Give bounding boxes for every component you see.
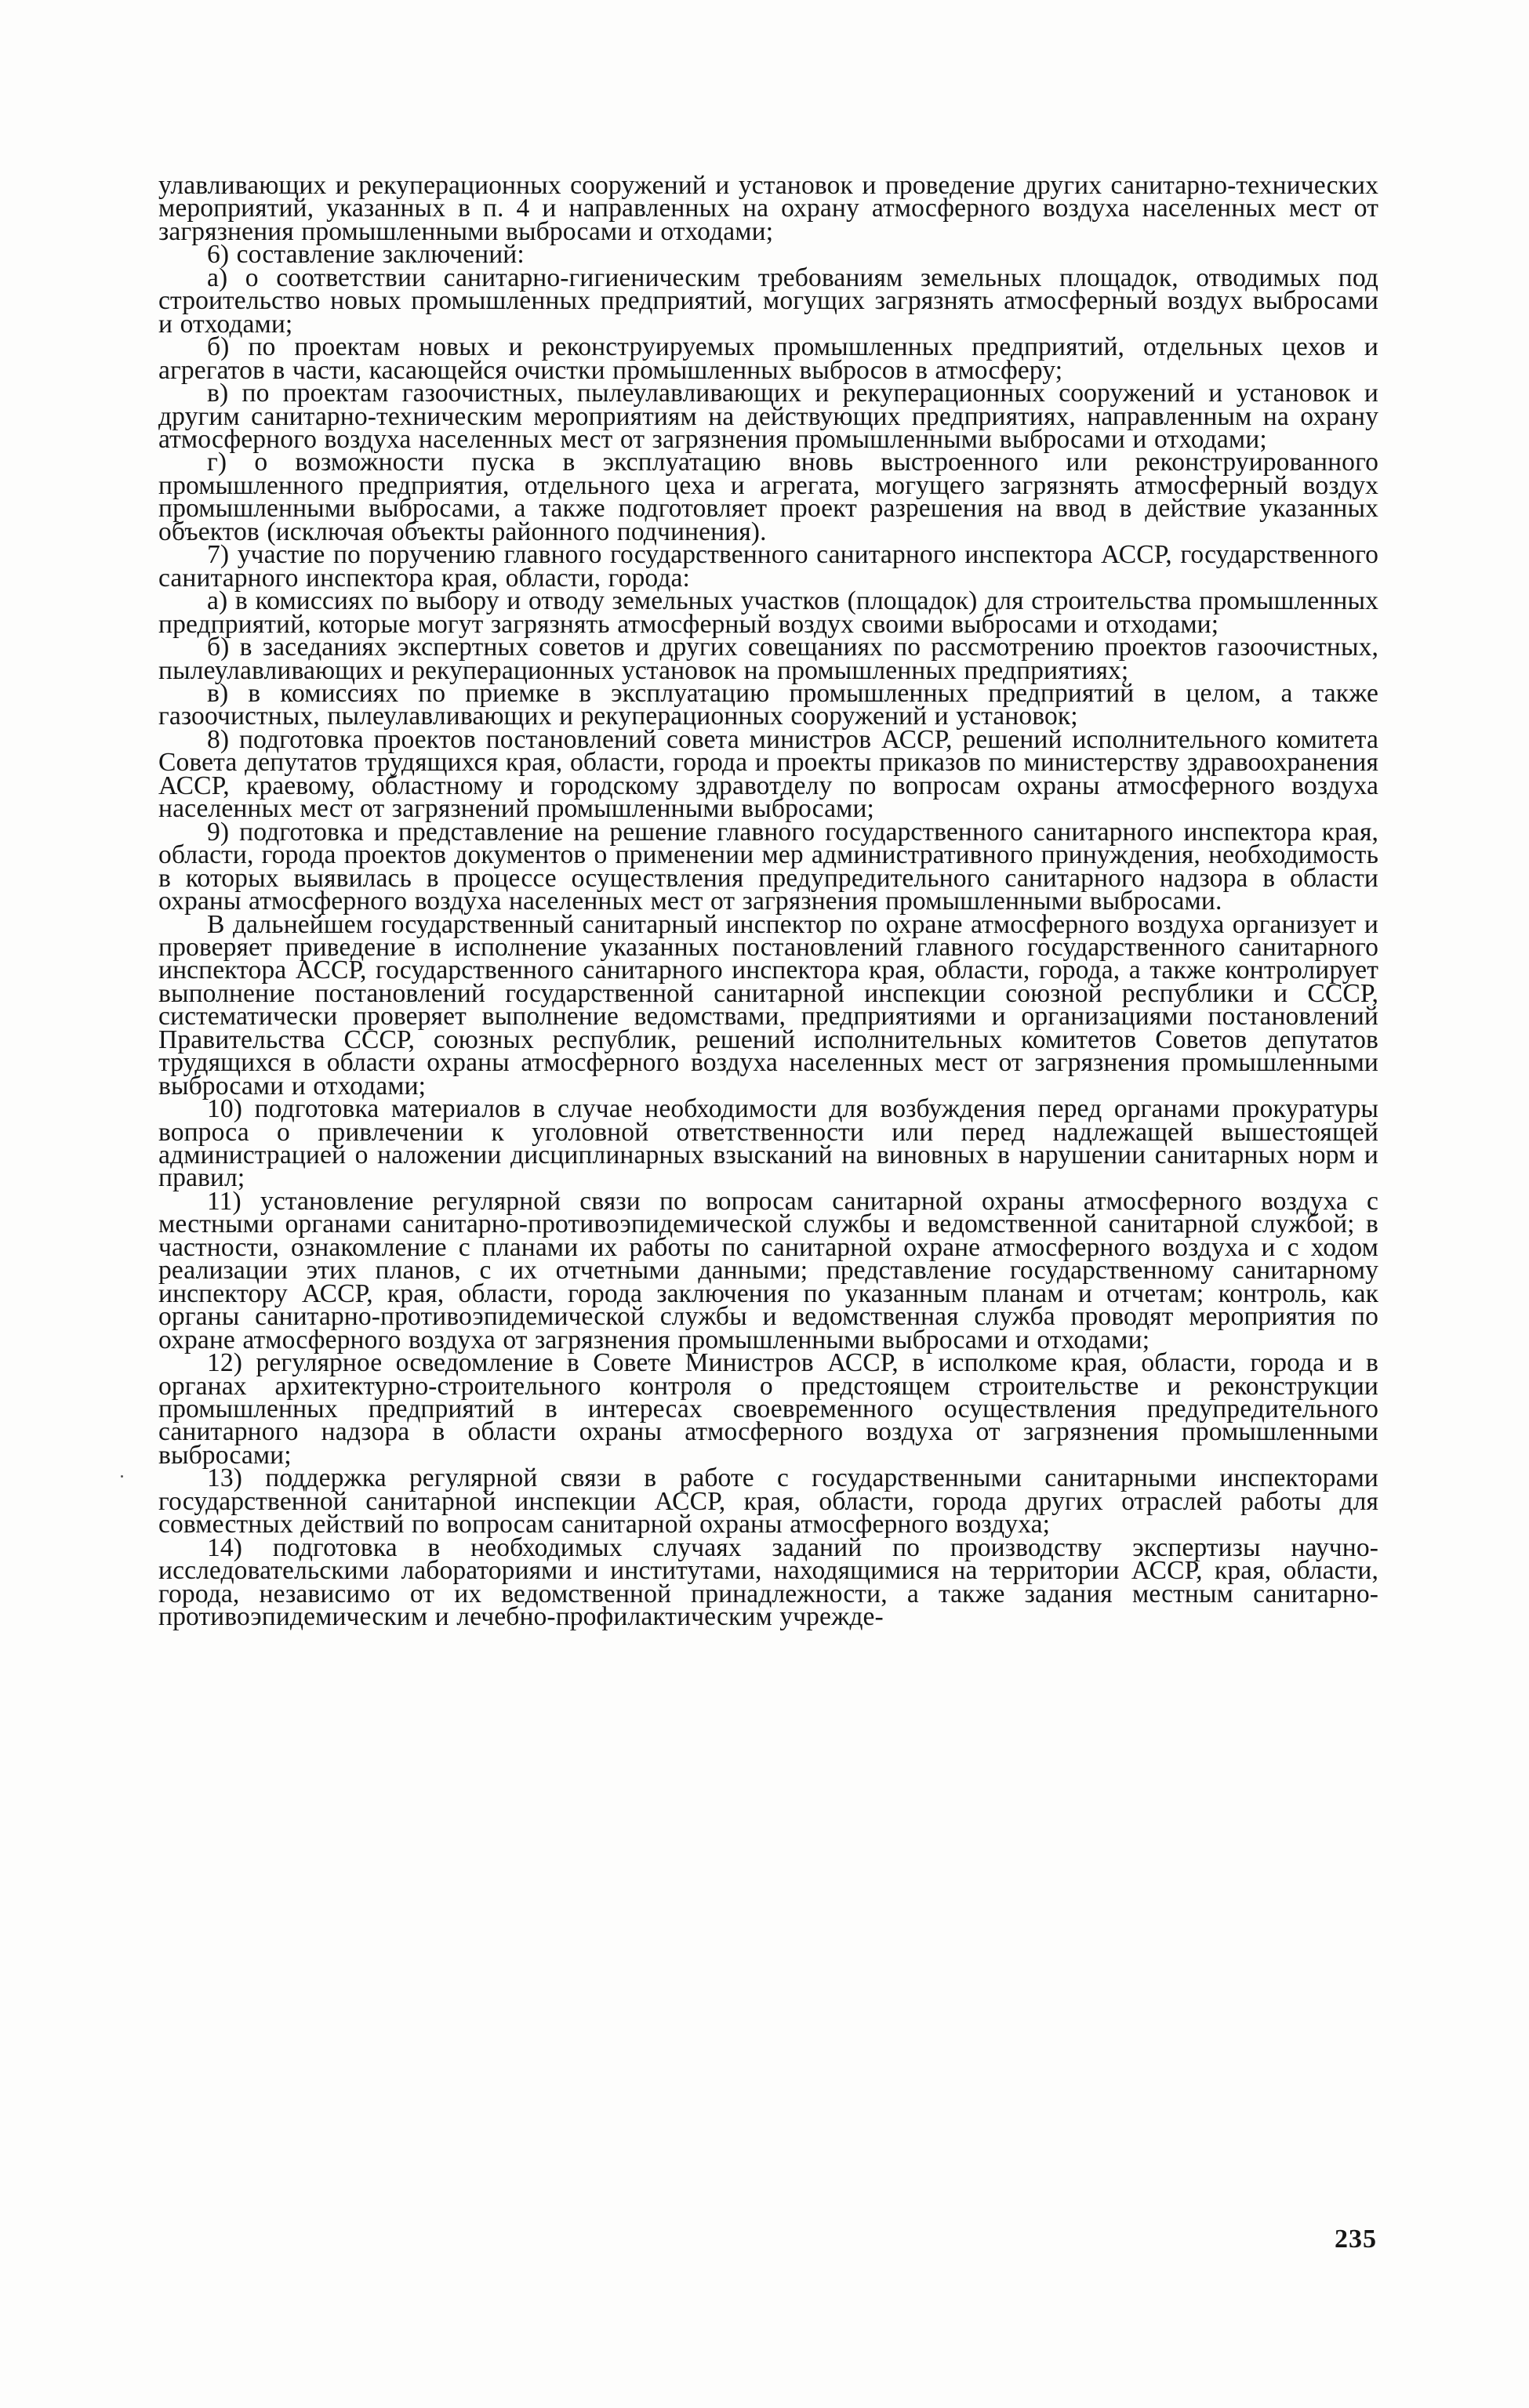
paragraph-item-7b: б) в заседаниях экспертных советов и других совещаниях по рассмотрению проектов газоочистных, пылеулавливающих и рекуперационных установок на промышленных предприятиях; [158,633,1378,685]
paragraph-item-9: 9) подготовка и представление на решение главного государственного санитарного инспектора края, области, города проектов документов о применении мер административного принуждения, необходимость в которых выявилась в процессе осуществления предупредительного санитарного надзора в области охраны атмосферного воздуха населенных мест от загрязнения промышленными выбросами. [158,817,1378,916]
paragraph-item-7: 7) участие по поручению главного государственного санитарного инспектора АССР, государственного санитарного инспектора края, области, города: [158,540,1378,593]
paragraph-item-11: 11) установление регулярной связи по вопросам санитарной охраны атмосферного воздуха с местными органами санитарно-противоэпидемической службы и ведомственной санитарной службой; в частности, ознакомление с планами их работы по санитарной охране атмосферного воздуха и с ходом реализации этих планов, с их отчетными данными; представление государственному санитарному инспектору АССР, края, области, города заключения по указанным планам и отчетам; контроль, как органы санитарно-противоэпидемической службы и ведомственная служба проводят мероприятия по охране атмосферного воздуха от загрязнения промышленными выбросами и отходами; [158,1186,1378,1354]
paragraph-continuation: улавливающих и рекуперационных сооружений и установок и проведение других санитарно-технических мероприятий, указанных в п. 4 и направленных на охрану атмосферного воздуха населенных мест от загрязнения промышленными выбросами и отходами; [158,171,1378,246]
paragraph-item-10: 10) подготовка материалов в случае необходимости для возбуждения перед органами прокуратуры вопроса о привлечении к уголовной ответственности или перед надлежащей вышестоящей администрацией о наложении дисциплинарных взысканий на виновных в нарушении санитарных норм и правил; [158,1094,1378,1193]
print-speck-mark [121,1475,123,1478]
body-text [158,171,1378,1632]
paragraph-item-8: 8) подготовка проектов постановлений совета министров АССР, решений исполнительного комитета Совета депутатов трудящихся края, области, города и проекты приказов по министерству здравоохранения АССР, краевому, областному и городскому здравотделу по вопросам охраны атмосферного воздуха населенных мест от загрязнений промышленными выбросами; [158,724,1378,824]
paragraph-item-13: 13) поддержка регулярной связи в работе с государственными санитарными инспекторами государственной санитарной инспекции АССР, края, области, города других отраслей работы для совместных действий по вопросам санитарной охраны атмосферного воздуха; [158,1463,1378,1539]
paragraph-item-6: 6) составление заключений: [207,240,525,270]
page-number: 235 [1335,2225,1377,2254]
paragraph-item-7v: в) в комиссиях по приемке в эксплуатацию промышленных предприятий в целом, а также газоочистных, пылеулавливающих и рекуперационных сооружений и установок; [158,678,1378,731]
paragraph-item-6v: в) по проектам газоочистных, пылеулавливающих и рекуперационных сооружений и установок и другим санитарно-техническим мероприятиям на действующих предприятиях, направленным на охрану атмосферного воздуха населенных мест от загрязнения промышленными выбросами и отходами; [158,379,1378,454]
paragraph-item-6b: б) по проектам новых и реконструируемых промышленных предприятий, отдельных цехов и агрегатов в части, касающейся очистки промышленных выбросов в атмосферу; [158,332,1378,385]
paragraph-item-6g: г) о возможности пуска в эксплуатацию вновь выстроенного или реконструированного промышленного предприятия, отдельного цеха и агрегата, могущего загрязнять атмосферный воздух промышленными выбросами, а также подготовляет проект разрешения на ввод в действие указанных объектов (исключая объекты районного подчинения). [158,448,1378,546]
paragraph-item-12: 12) регулярное осведомление в Совете Министров АССР, в исполкоме края, области, города и в органах архитектурно-строительного контроля о предстоящем строительстве и реконструкции промышленных предприятий в интересах своевременного осуществления предупредительного санитарного надзора в области охраны атмосферного воздуха от загрязнения промышленными выбросами; [158,1348,1378,1470]
paragraph-item-7a: а) в комиссиях по выбору и отводу земельных участков (площадок) для строительства промышленных предприятий, которые могут загрязнять атмосферный воздух своими выбросами и отходами; [158,586,1378,639]
paragraph-item-14: 14) подготовка в необходимых случаях заданий по производству экспертизы научно-исследовательскими лабораториями и институтами, находящимися на территории АССР, края, области, города, независимо от их ведомственной принадлежности, а также задания местным санитарно-противоэпидемическим и лечебно-профилактическим учрежде- [158,1532,1378,1632]
paragraph-item-6a: а) о соответствии санитарно-гигиеническим требованиям земельных площадок, отводимых под строительство новых промышленных предприятий, могущих загрязнять атмосферный воздух выбросами и отходами; [158,263,1378,339]
paragraph-further: В дальнейшем государственный санитарный инспектор по охране атмосферного воздуха организует и проверяет приведение в исполнение указанных постановлений главного государственного санитарного инспектора АССР, государственного санитарного инспектора края, области, города, а также контролирует выполнение постановлений государственной санитарной инспекции союзной республики и СССР, систематически проверяет выполнение ведомствами, предприятиями и организациями постановлений Правительства СССР, союзных республик, решений исполнительных комитетов Советов депутатов трудящихся в области охраны атмосферного воздуха населенных мест от загрязнения промышленными выбросами и отходами; [158,909,1378,1101]
